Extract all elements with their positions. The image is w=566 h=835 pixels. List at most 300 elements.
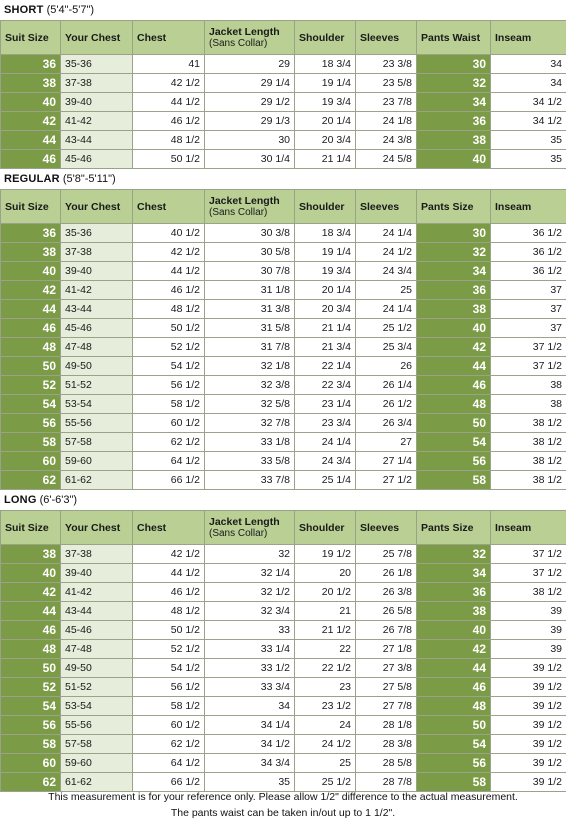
inseam-cell: 34 1/2 — [491, 93, 566, 112]
sleeves-cell: 23 5/8 — [356, 74, 417, 93]
sleeves-header: Sleeves — [356, 511, 417, 545]
chest-header: Chest — [133, 511, 205, 545]
table-row — [1, 602, 566, 621]
header-row — [1, 21, 566, 55]
suit-size-cell: 62 — [1, 471, 61, 490]
jacket-length-cell: 33 — [205, 621, 295, 640]
sleeves-cell: 24 1/8 — [356, 112, 417, 131]
header-label: Jacket Length — [209, 26, 280, 38]
shoulder-cell: 19 1/4 — [295, 243, 356, 262]
jacket-length-cell: 34 1/2 — [205, 735, 295, 754]
jacket-length-cell: 32 3/4 — [205, 602, 295, 621]
suit-size-cell: 36 — [1, 55, 61, 74]
suit-size-cell: 62 — [1, 773, 61, 792]
inseam-cell: 39 1/2 — [491, 659, 566, 678]
suit-size-cell: 46 — [1, 150, 61, 169]
your-chest-cell: 57-58 — [61, 433, 133, 452]
your-chest-cell: 37-38 — [61, 545, 133, 564]
chest-cell: 42 1/2 — [133, 545, 205, 564]
sleeves-cell: 24 3/4 — [356, 262, 417, 281]
pants-header: Pants Size — [417, 511, 491, 545]
sleeves-cell: 27 1/8 — [356, 640, 417, 659]
pants-cell: 58 — [417, 471, 491, 490]
section-height-range: (5'4"-5'7") — [46, 4, 95, 16]
section-title — [0, 490, 566, 510]
shoulder-header: Shoulder — [295, 190, 356, 224]
suit-size-header: Suit Size — [1, 511, 61, 545]
chest-cell: 54 1/2 — [133, 659, 205, 678]
sleeves-cell: 24 1/4 — [356, 300, 417, 319]
table-row — [1, 564, 566, 583]
suit-size-cell: 46 — [1, 621, 61, 640]
your-chest-cell: 55-56 — [61, 414, 133, 433]
jacket-length-cell: 29 1/3 — [205, 112, 295, 131]
your-chest-cell: 39-40 — [61, 93, 133, 112]
pants-cell: 56 — [417, 754, 491, 773]
shoulder-cell: 24 1/2 — [295, 735, 356, 754]
pants-cell: 36 — [417, 281, 491, 300]
shoulder-cell: 22 1/2 — [295, 659, 356, 678]
sleeves-cell: 26 3/4 — [356, 414, 417, 433]
inseam-header: Inseam — [491, 190, 566, 224]
inseam-cell: 37 1/2 — [491, 357, 566, 376]
table-row — [1, 131, 566, 150]
suit-size-cell: 60 — [1, 754, 61, 773]
jacket-length-header — [205, 511, 295, 545]
pants-cell: 30 — [417, 55, 491, 74]
header-sublabel: (Sans Collar) — [209, 528, 268, 539]
sleeves-cell: 26 1/2 — [356, 395, 417, 414]
inseam-cell: 36 1/2 — [491, 224, 566, 243]
size-table — [0, 510, 566, 792]
sleeves-cell: 23 3/8 — [356, 55, 417, 74]
inseam-cell: 39 — [491, 602, 566, 621]
chest-cell: 42 1/2 — [133, 74, 205, 93]
suit-size-cell: 44 — [1, 602, 61, 621]
suit-size-cell: 40 — [1, 262, 61, 281]
jacket-length-cell: 29 — [205, 55, 295, 74]
sleeves-cell: 26 5/8 — [356, 602, 417, 621]
chest-header: Chest — [133, 21, 205, 55]
suit-size-cell: 36 — [1, 224, 61, 243]
your-chest-cell: 55-56 — [61, 716, 133, 735]
pants-cell: 46 — [417, 678, 491, 697]
pants-cell: 44 — [417, 659, 491, 678]
jacket-length-cell: 33 7/8 — [205, 471, 295, 490]
sleeves-cell: 24 1/2 — [356, 243, 417, 262]
pants-cell: 36 — [417, 112, 491, 131]
your-chest-cell: 43-44 — [61, 131, 133, 150]
shoulder-cell: 24 — [295, 716, 356, 735]
table-row — [1, 262, 566, 281]
chest-cell: 64 1/2 — [133, 754, 205, 773]
shoulder-cell: 20 1/2 — [295, 583, 356, 602]
jacket-length-cell: 33 3/4 — [205, 678, 295, 697]
chest-header: Chest — [133, 190, 205, 224]
sleeves-cell: 27 — [356, 433, 417, 452]
suit-size-cell: 52 — [1, 678, 61, 697]
your-chest-cell: 59-60 — [61, 452, 133, 471]
table-row — [1, 319, 566, 338]
table-row — [1, 376, 566, 395]
your-chest-cell: 35-36 — [61, 55, 133, 74]
inseam-cell: 38 1/2 — [491, 433, 566, 452]
chest-cell: 52 1/2 — [133, 640, 205, 659]
pants-cell: 38 — [417, 602, 491, 621]
chest-cell: 56 1/2 — [133, 376, 205, 395]
header-label: Jacket Length — [209, 516, 280, 528]
chest-cell: 48 1/2 — [133, 602, 205, 621]
jacket-length-cell: 30 3/8 — [205, 224, 295, 243]
sleeves-cell: 28 3/8 — [356, 735, 417, 754]
chest-cell: 44 1/2 — [133, 564, 205, 583]
shoulder-cell: 22 3/4 — [295, 376, 356, 395]
jacket-length-cell: 32 3/8 — [205, 376, 295, 395]
header-row — [1, 190, 566, 224]
inseam-cell: 39 1/2 — [491, 697, 566, 716]
jacket-length-cell: 30 7/8 — [205, 262, 295, 281]
inseam-cell: 39 1/2 — [491, 773, 566, 792]
chest-cell: 46 1/2 — [133, 281, 205, 300]
suit-size-cell: 40 — [1, 564, 61, 583]
chest-cell: 46 1/2 — [133, 583, 205, 602]
chest-cell: 48 1/2 — [133, 300, 205, 319]
sleeves-cell: 27 1/4 — [356, 452, 417, 471]
jacket-length-cell: 34 1/4 — [205, 716, 295, 735]
chest-cell: 46 1/2 — [133, 112, 205, 131]
suit-size-cell: 48 — [1, 338, 61, 357]
inseam-cell: 36 1/2 — [491, 262, 566, 281]
suit-size-cell: 52 — [1, 376, 61, 395]
suit-size-cell: 58 — [1, 433, 61, 452]
table-row — [1, 93, 566, 112]
chest-cell: 58 1/2 — [133, 395, 205, 414]
your-chest-cell: 39-40 — [61, 564, 133, 583]
inseam-cell: 38 — [491, 376, 566, 395]
shoulder-header: Shoulder — [295, 511, 356, 545]
suit-size-cell: 50 — [1, 357, 61, 376]
your-chest-cell: 41-42 — [61, 281, 133, 300]
pants-cell: 40 — [417, 621, 491, 640]
chest-cell: 41 — [133, 55, 205, 74]
jacket-length-cell: 31 7/8 — [205, 338, 295, 357]
table-row — [1, 716, 566, 735]
pants-cell: 32 — [417, 74, 491, 93]
chest-cell: 58 1/2 — [133, 697, 205, 716]
suit-size-cell: 56 — [1, 716, 61, 735]
shoulder-cell: 20 1/4 — [295, 112, 356, 131]
pants-cell: 54 — [417, 735, 491, 754]
inseam-cell: 39 — [491, 640, 566, 659]
jacket-length-header — [205, 190, 295, 224]
chest-cell: 50 1/2 — [133, 319, 205, 338]
chest-cell: 66 1/2 — [133, 773, 205, 792]
pants-cell: 46 — [417, 376, 491, 395]
inseam-cell: 37 — [491, 281, 566, 300]
suit-size-cell: 56 — [1, 414, 61, 433]
chest-cell: 52 1/2 — [133, 338, 205, 357]
sleeves-cell: 24 5/8 — [356, 150, 417, 169]
shoulder-cell: 23 — [295, 678, 356, 697]
suit-size-cell: 38 — [1, 243, 61, 262]
suit-size-cell: 58 — [1, 735, 61, 754]
sleeves-cell: 24 3/8 — [356, 131, 417, 150]
inseam-cell: 38 1/2 — [491, 452, 566, 471]
inseam-cell: 38 1/2 — [491, 471, 566, 490]
chest-cell: 60 1/2 — [133, 414, 205, 433]
footer-line-1: This measurement is for your reference only. Please allow 1/2" difference to the actual measurement. — [48, 791, 518, 803]
your-chest-cell: 49-50 — [61, 357, 133, 376]
shoulder-cell: 19 3/4 — [295, 262, 356, 281]
your-chest-cell: 61-62 — [61, 471, 133, 490]
inseam-cell: 34 — [491, 55, 566, 74]
table-row — [1, 243, 566, 262]
shoulder-cell: 20 1/4 — [295, 281, 356, 300]
section-title — [0, 0, 566, 20]
table-row — [1, 357, 566, 376]
pants-cell: 30 — [417, 224, 491, 243]
chest-cell: 50 1/2 — [133, 621, 205, 640]
pants-cell: 54 — [417, 433, 491, 452]
table-row — [1, 74, 566, 93]
shoulder-cell: 20 — [295, 564, 356, 583]
pants-cell: 38 — [417, 131, 491, 150]
jacket-length-cell: 32 1/8 — [205, 357, 295, 376]
suit-size-cell: 44 — [1, 131, 61, 150]
shoulder-cell: 21 3/4 — [295, 338, 356, 357]
table-row — [1, 583, 566, 602]
your-chest-cell: 37-38 — [61, 243, 133, 262]
sleeves-cell: 26 7/8 — [356, 621, 417, 640]
table-row — [1, 414, 566, 433]
your-chest-cell: 45-46 — [61, 319, 133, 338]
suit-size-cell: 50 — [1, 659, 61, 678]
chest-cell: 44 1/2 — [133, 93, 205, 112]
jacket-length-cell: 29 1/4 — [205, 74, 295, 93]
your-chest-cell: 53-54 — [61, 395, 133, 414]
your-chest-cell: 51-52 — [61, 376, 133, 395]
table-row — [1, 55, 566, 74]
shoulder-cell: 21 1/4 — [295, 150, 356, 169]
shoulder-cell: 25 1/2 — [295, 773, 356, 792]
your-chest-header: Your Chest — [61, 511, 133, 545]
table-row — [1, 452, 566, 471]
pants-cell: 48 — [417, 697, 491, 716]
shoulder-cell: 21 — [295, 602, 356, 621]
table-row — [1, 640, 566, 659]
shoulder-cell: 25 1/4 — [295, 471, 356, 490]
suit-size-cell: 48 — [1, 640, 61, 659]
table-row — [1, 395, 566, 414]
pants-cell: 32 — [417, 243, 491, 262]
pants-cell: 32 — [417, 545, 491, 564]
your-chest-cell: 45-46 — [61, 150, 133, 169]
sleeves-cell: 28 7/8 — [356, 773, 417, 792]
pants-cell: 44 — [417, 357, 491, 376]
suit-size-cell: 60 — [1, 452, 61, 471]
table-row — [1, 224, 566, 243]
header-sublabel: (Sans Collar) — [209, 38, 268, 49]
sleeves-cell: 26 — [356, 357, 417, 376]
pants-header: Pants Size — [417, 190, 491, 224]
shoulder-cell: 18 3/4 — [295, 55, 356, 74]
your-chest-cell: 43-44 — [61, 300, 133, 319]
pants-cell: 56 — [417, 452, 491, 471]
your-chest-cell: 39-40 — [61, 262, 133, 281]
inseam-cell: 35 — [491, 131, 566, 150]
pants-cell: 58 — [417, 773, 491, 792]
pants-cell: 40 — [417, 150, 491, 169]
your-chest-cell: 47-48 — [61, 338, 133, 357]
shoulder-cell: 22 1/4 — [295, 357, 356, 376]
inseam-cell: 37 — [491, 319, 566, 338]
sleeves-cell: 28 1/8 — [356, 716, 417, 735]
jacket-length-cell: 32 1/4 — [205, 564, 295, 583]
your-chest-cell: 57-58 — [61, 735, 133, 754]
shoulder-cell: 24 1/4 — [295, 433, 356, 452]
suit-size-cell: 54 — [1, 697, 61, 716]
pants-cell: 48 — [417, 395, 491, 414]
shoulder-cell: 19 1/4 — [295, 74, 356, 93]
shoulder-cell: 21 1/2 — [295, 621, 356, 640]
table-row — [1, 659, 566, 678]
chest-cell: 48 1/2 — [133, 131, 205, 150]
jacket-length-cell: 30 — [205, 131, 295, 150]
jacket-length-cell: 30 1/4 — [205, 150, 295, 169]
table-row — [1, 678, 566, 697]
suit-size-cell: 44 — [1, 300, 61, 319]
section-name: REGULAR — [4, 173, 60, 185]
jacket-length-header — [205, 21, 295, 55]
jacket-length-cell: 33 1/4 — [205, 640, 295, 659]
table-row — [1, 281, 566, 300]
your-chest-cell: 43-44 — [61, 602, 133, 621]
shoulder-cell: 23 1/2 — [295, 697, 356, 716]
inseam-header: Inseam — [491, 21, 566, 55]
pants-cell: 50 — [417, 716, 491, 735]
table-row — [1, 621, 566, 640]
inseam-cell: 39 1/2 — [491, 754, 566, 773]
jacket-length-cell: 33 1/2 — [205, 659, 295, 678]
section-name: SHORT — [4, 4, 44, 16]
footer-line-2: The pants waist can be taken in/out up to 1 1/2". — [170, 807, 396, 819]
size-table — [0, 20, 566, 169]
sleeves-cell: 27 3/8 — [356, 659, 417, 678]
chest-cell: 62 1/2 — [133, 735, 205, 754]
your-chest-cell: 51-52 — [61, 678, 133, 697]
suit-size-cell: 42 — [1, 112, 61, 131]
jacket-length-cell: 35 — [205, 773, 295, 792]
chest-cell: 44 1/2 — [133, 262, 205, 281]
your-chest-cell: 41-42 — [61, 112, 133, 131]
your-chest-cell: 47-48 — [61, 640, 133, 659]
chest-cell: 42 1/2 — [133, 243, 205, 262]
suit-size-cell: 38 — [1, 74, 61, 93]
sleeves-cell: 27 7/8 — [356, 697, 417, 716]
section-height-range: (6'-6'3") — [39, 494, 78, 506]
sleeves-cell: 25 1/2 — [356, 319, 417, 338]
your-chest-cell: 61-62 — [61, 773, 133, 792]
shoulder-cell: 21 1/4 — [295, 319, 356, 338]
inseam-cell: 39 1/2 — [491, 678, 566, 697]
your-chest-header: Your Chest — [61, 21, 133, 55]
shoulder-cell: 19 1/2 — [295, 545, 356, 564]
inseam-cell: 37 1/2 — [491, 545, 566, 564]
pants-cell: 34 — [417, 93, 491, 112]
jacket-length-cell: 33 5/8 — [205, 452, 295, 471]
pants-cell: 42 — [417, 338, 491, 357]
sleeves-cell: 27 1/2 — [356, 471, 417, 490]
jacket-length-cell: 31 3/8 — [205, 300, 295, 319]
footer-note — [0, 789, 566, 821]
inseam-cell: 39 — [491, 621, 566, 640]
table-row — [1, 754, 566, 773]
pants-cell: 36 — [417, 583, 491, 602]
header-sublabel: (Sans Collar) — [209, 207, 268, 218]
suit-size-cell: 42 — [1, 281, 61, 300]
pants-cell: 42 — [417, 640, 491, 659]
inseam-cell: 38 1/2 — [491, 583, 566, 602]
table-row — [1, 433, 566, 452]
your-chest-cell: 53-54 — [61, 697, 133, 716]
shoulder-cell: 20 3/4 — [295, 131, 356, 150]
section-name: LONG — [4, 494, 37, 506]
size-table — [0, 189, 566, 490]
inseam-cell: 39 1/2 — [491, 716, 566, 735]
sleeves-cell: 25 7/8 — [356, 545, 417, 564]
jacket-length-cell: 31 1/8 — [205, 281, 295, 300]
inseam-cell: 37 — [491, 300, 566, 319]
jacket-length-cell: 32 1/2 — [205, 583, 295, 602]
table-row — [1, 735, 566, 754]
inseam-cell: 34 1/2 — [491, 112, 566, 131]
suit-size-cell: 42 — [1, 583, 61, 602]
suit-size-cell: 40 — [1, 93, 61, 112]
sleeves-cell: 26 3/8 — [356, 583, 417, 602]
shoulder-cell: 18 3/4 — [295, 224, 356, 243]
sleeves-header: Sleeves — [356, 21, 417, 55]
sleeves-header: Sleeves — [356, 190, 417, 224]
shoulder-cell: 22 — [295, 640, 356, 659]
section-height-range: (5'8"-5'11") — [62, 173, 116, 185]
table-row — [1, 150, 566, 169]
jacket-length-cell: 30 5/8 — [205, 243, 295, 262]
your-chest-cell: 37-38 — [61, 74, 133, 93]
header-row — [1, 511, 566, 545]
your-chest-cell: 59-60 — [61, 754, 133, 773]
shoulder-cell: 25 — [295, 754, 356, 773]
chest-cell: 50 1/2 — [133, 150, 205, 169]
chest-cell: 60 1/2 — [133, 716, 205, 735]
chest-cell: 40 1/2 — [133, 224, 205, 243]
sleeves-cell: 23 7/8 — [356, 93, 417, 112]
table-row — [1, 697, 566, 716]
jacket-length-cell: 34 3/4 — [205, 754, 295, 773]
sleeves-cell: 25 — [356, 281, 417, 300]
shoulder-cell: 24 3/4 — [295, 452, 356, 471]
suit-size-header: Suit Size — [1, 21, 61, 55]
pants-cell: 40 — [417, 319, 491, 338]
suit-size-cell: 54 — [1, 395, 61, 414]
pants-cell: 34 — [417, 564, 491, 583]
inseam-cell: 36 1/2 — [491, 243, 566, 262]
jacket-length-cell: 32 5/8 — [205, 395, 295, 414]
sleeves-cell: 25 3/4 — [356, 338, 417, 357]
your-chest-header: Your Chest — [61, 190, 133, 224]
jacket-length-cell: 32 7/8 — [205, 414, 295, 433]
your-chest-cell: 35-36 — [61, 224, 133, 243]
jacket-length-cell: 33 1/8 — [205, 433, 295, 452]
